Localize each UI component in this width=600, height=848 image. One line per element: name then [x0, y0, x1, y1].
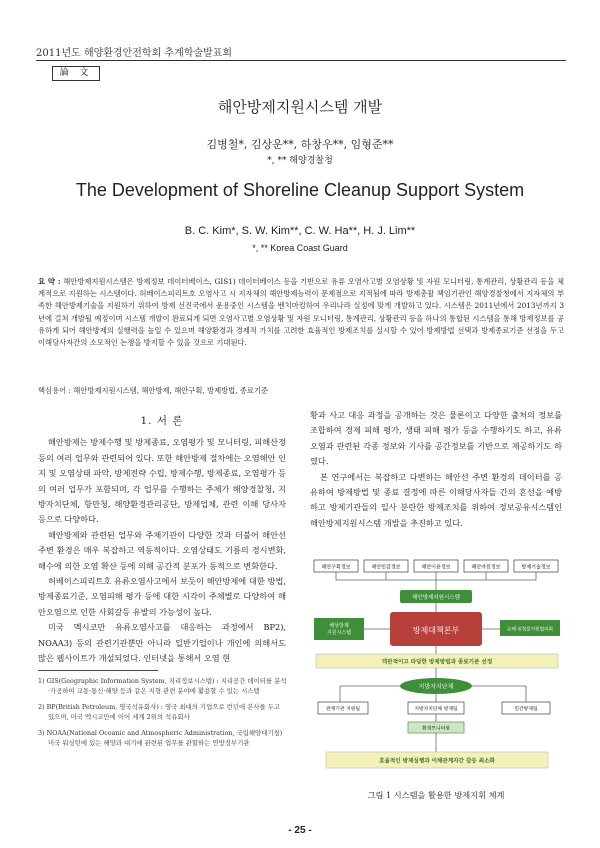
figure-caption: 그림 1 시스템을 활용한 방제지휘 체계	[367, 790, 505, 800]
footnote: 2) BP(British Petroleum, 영국석유회사) : 영국 최대의 기업으로 런던에 본사를 두고 있으며, 미국 멕시코만에 이어 세계 2위의 석유회사	[38, 703, 281, 721]
footnotes	[38, 676, 288, 754]
paragraph: 해안방제는 방제수행 및 방제종료, 오염평가 및 모니터링, 피해산정 등의 여러 업무와 관련되어 있다. 또한 해안방제 절차에는 오염해안 인지 및 오염상태 파악, 방제전략 수립, 방제수행, 방제종료, 오염평가 등의 여러 업무가 포함되며, 각 업무를 수행하는 주체가 해양경찰청, 지방자치단체, 항만청, 해양환경관리공단, 방제업체, 관련 이해 당사자 등으로 다양하다.	[38, 437, 286, 525]
connector-lines	[336, 572, 536, 590]
monitoring-label: 환경모니터링	[422, 726, 450, 732]
top-info-boxes	[314, 560, 558, 572]
team-box-label: 지방자치단체 방제팀	[414, 707, 458, 712]
left-system-box	[314, 618, 364, 640]
title-english: The Development of Shoreline Cleanup Support System	[75, 180, 525, 200]
left-system-label: 해상방제	[329, 623, 349, 629]
paragraph: 본 연구에서는 복잡하고 다변하는 해안선 주변 환경의 데이터를 공유하여 방제방법 및 종료 결정에 따른 이해당사자들 간의 혼선을 예방하고 방제기관들의 일사 분란한 방제조치를 위하여 정보공유시스템인 해안방제지원시스템 개발을 추진하고 있다.	[310, 471, 562, 528]
section-title: 1. 서 론	[140, 415, 184, 427]
abstract-text: 해안방제지원시스템은 방제정보 데이터베이스, GIS1) 데이터베이스 등을 기반으로 유류 오염사고별 오염상황 및 자원 모니터링, 통계관리, 상황관리 등을 체계적으로 지원하는 시스템이다. 허베이스피리트호 오염사고 시 지자체의 해안방제능력이 문제점으로 지적됨에 따라 방제총괄 책임기관인 해양경찰청에서 지자체의 부족한 해안방제기술을 지원하기 위하여 방제 선진국에서 운용중인 시스템을 벤치마킹하여 우리나라 실정에 맞게 개발하고 있다. 시스템은 2011년에서 2013년까지 3년에 걸쳐 개발될 예정이며 시스템 개발이 완료되게 되면 오염사고별 오염상황 및 자원 모니터링, 통계관리, 상황관리 등을 하나의 통합된 시스템을 통해 방제정보를 공유하게 되어 해안방제의 실행력을 높일 수 있으며 해양환경과 경제적 가치를 고려한 효율적인 방제조치를 실시할 수 있어 방제방법 선택과 방제종료기준 선정을 두고 이해당사자간의 소모적인 논쟁을 방지할 수 있을 것으로 기대된다.	[38, 277, 564, 348]
info-box-label: 해안이용정보	[421, 564, 451, 571]
paragraph: 허베이스피리트호 유류오염사고에서 보듯이 해안방제에 대한 방법, 방제종료기준, 오염피해 평가 등에 대한 시각이 주체별로 다양하여 해안오염으로 인한 사회갈등 유발의 가능성이 높다.	[38, 576, 286, 617]
info-box-label: 해안구획정보	[321, 564, 351, 571]
paragraph: 미국 멕시코만 유류오염사고를 대응하는 과정에서 BP2), NOAA3) 등의 관련기관뿐만 아니라 일반기업이나 개인에 의해서도 많은 웹사이트가 개설되었다. 인터넷을 통해서 오염 현	[38, 622, 286, 664]
page-number: - 25 -	[288, 825, 312, 836]
team-box-label: 관계기관 지원팀	[326, 707, 360, 712]
center-top-label: 해안방제지원시스템	[412, 595, 460, 601]
footnote-rule	[38, 670, 158, 671]
abstract-label: 요 약 :	[38, 277, 61, 286]
team-box-label: 민간방제팀	[514, 707, 538, 712]
abstract	[38, 276, 564, 349]
footnote: 3) NOAA(National Oceanic and Atmospheric Administration, 국립해양대기청) 미국 워싱턴에 있는 해양과 대기에 관련된 업무를 관할하는 연방정부기관	[38, 729, 283, 747]
journal-header: 2011년도 해양환경안전학회 추계학술발표회	[36, 48, 233, 59]
footnote: 1) GIS(Geographic Information System, 지리정보시스템) : 지리공간 데이터를 분석·가공하여 교통·통신·해양 등과 같은 지형 관련 분야에 활용할 수 있는 시스템	[38, 677, 287, 695]
title-korean: 해안방제지원시스템 개발	[217, 98, 383, 116]
header-rule	[36, 60, 566, 61]
right-council-label: 유해·위험물지원협의회	[507, 627, 553, 633]
keywords: 핵심용어 : 해안방제지원시스템, 해안방제, 해안구획, 방제방법, 종료기준	[38, 386, 269, 395]
affiliation-english: *, ** Korea Coast Guard	[252, 243, 348, 253]
goal-band-2-label: 효율적인 방제실행과 이해관계자간 갈등 최소화	[379, 758, 495, 765]
left-column	[38, 408, 286, 667]
authors-english: B. C. Kim*, S. W. Kim**, C. W. Ha**, H. J. Lim**	[184, 225, 416, 237]
right-column	[310, 408, 562, 531]
info-box-label: 해안민감정보	[371, 564, 401, 571]
system-diagram	[312, 556, 562, 784]
goal-band-1-label: 객관적이고 타당한 방제방법과 종료기준 선정	[381, 659, 493, 666]
left-system-label-2: 지원시스템	[326, 630, 352, 636]
paper-type-badge: 論 文	[52, 66, 100, 81]
paragraph: 해안방제와 관련된 업무와 주체기관이 다양한 것과 더불어 해안선 주변 환경은 매우 복잡하고 역동적이다. 오염상태도 기름의 경시변화, 해수에 의한 오염 확산 등에 의해 공간적 분포가 동적으로 변화한다.	[38, 529, 286, 571]
info-box-label: 해안자원정보	[471, 564, 501, 571]
center-hq-label: 방제대책본부	[412, 626, 460, 635]
local-gov-label: 지방자치단체	[418, 683, 454, 691]
affiliation-korean: *, ** 해양경찰청	[267, 156, 333, 166]
info-box-label: 방제기술정보	[521, 564, 551, 571]
authors-korean: 김병철*, 김상운**, 하창우**, 임형준**	[206, 138, 394, 151]
paragraph: 황과 사고 대응 과정을 공개하는 것은 물론이고 다양한 출처의 정보를 조합하여 경제 피해 평가, 생태 피해 평가 등을 수행하기도 하고, 유류오염과 관련된 각종 정보와 기사를 공간정보를 기반으로 제공하기도 하였다.	[310, 410, 562, 467]
